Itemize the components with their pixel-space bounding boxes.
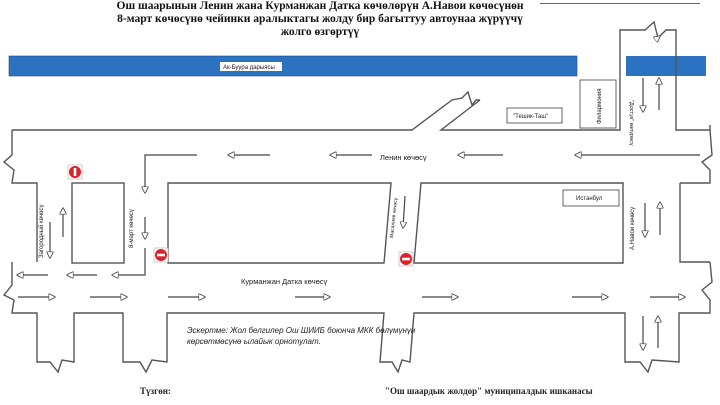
block-west [72,183,124,263]
footer-compiled-by: Түзгөн: [140,386,171,396]
river-band-right [626,56,706,76]
title-line-1: Ош шаарынын Ленин жана Курманжан Датка көчөлөрүн А.Навои көчөсүнөн [116,0,524,12]
block-central [168,183,391,263]
arrow-icon [145,155,197,193]
arrow-icon [112,248,145,275]
street-label-zagorodny: Загородный көчөсү [39,204,45,258]
title-line-3: жолго өзгөртүү [280,26,360,38]
river-band [9,56,577,76]
right-block [680,130,712,183]
svg-text:"Тешик-Таш": "Тешик-Таш" [513,114,549,120]
arrow-icon [403,196,405,228]
footer-organization: "Ош шаардык жолдор" муниципалдык ишканасы [385,386,593,396]
river-label: Ак-Буура дарыясы [223,65,275,71]
svg-text:Филармония: Филармония [597,88,603,124]
no-entry-icon [154,248,168,262]
left-edge-lower [4,262,712,372]
building-philharmonic [580,80,616,128]
lenin-top-edge-left [12,92,480,130]
street-label-8-march: 8-март көчөсү [129,209,135,248]
street-label-dostuk: "Достук" көпүрөсү [628,100,634,146]
right-block-lower [680,183,710,262]
street-label-lenin: Ленин көчөсү [380,153,427,162]
street-label-navoi: А.Навои көчөсү [630,206,636,250]
note-text: Эскертме: Жол белгилер Ош ШИИБ боюнча МКК бөлүмүнүн көрсөтмөсүнө ылайык орнотулат. [187,326,416,346]
street-label-kurmanjan: Курманжан Датка көчөсү [241,277,328,286]
title-line-2: 8-март көчөсүнө чейинки аралыктагы жолду бир багыттуу автоунаа жүрүүчү [117,13,523,25]
building-teshik-tash [507,108,562,123]
left-edge-upper [4,130,37,262]
no-entry-icon [399,252,413,266]
building-istanbul [563,190,619,206]
street-label-manas: Масалиев көчөсү [389,197,400,239]
svg-text:Истанбул: Истанбул [576,196,603,202]
no-entry-icon [68,165,82,179]
